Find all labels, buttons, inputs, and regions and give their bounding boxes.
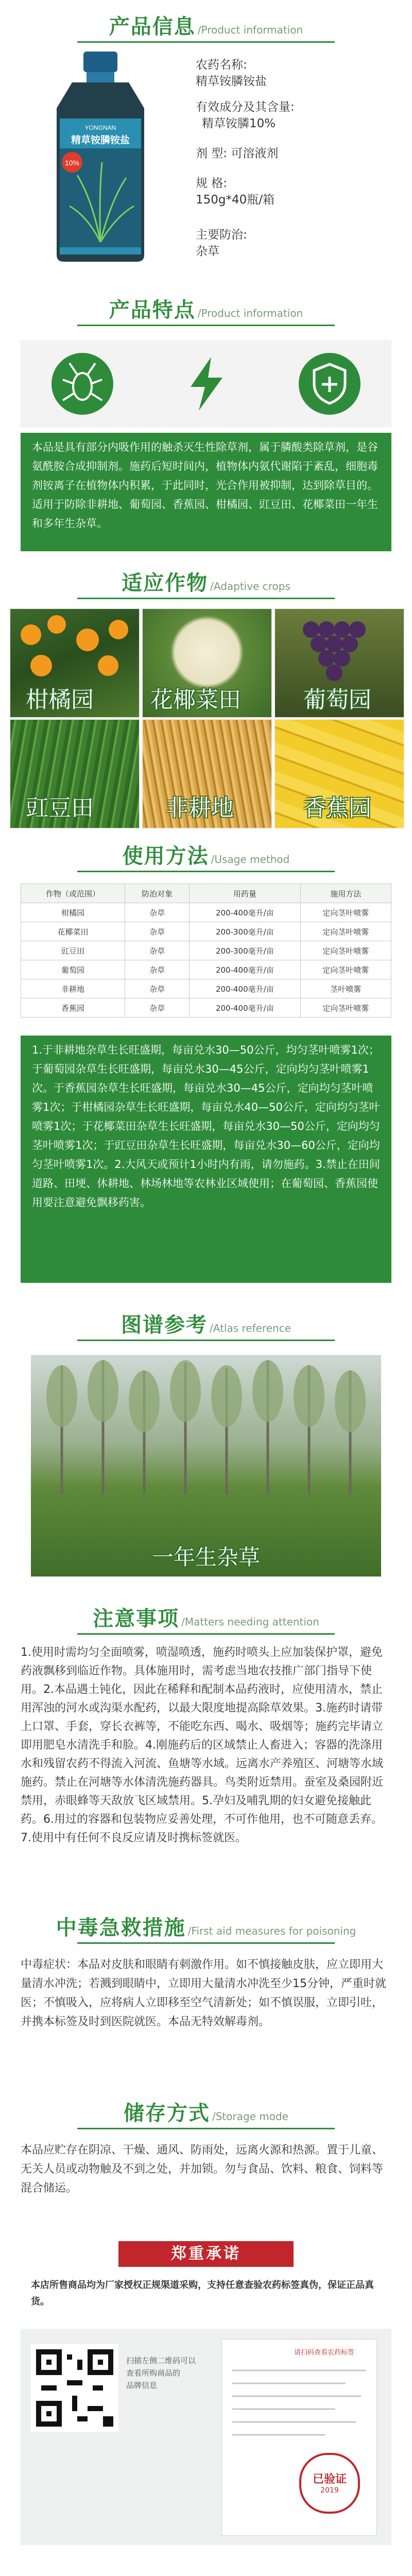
section-subtitle: /Product information	[197, 307, 303, 319]
usage-description: 1.于非耕地杂草生长旺盛期，每亩兑水30—50公斤，均匀茎叶喷雾1次；于葡萄园杂草生长旺盛期，每亩兑水30—45公斤，定向均匀茎叶喷雾1次。于香蕉园杂草生长旺盛期，每亩兑水30—45公斤，定向均匀茎叶喷雾1次；于柑橘园杂草生长旺盛期，每亩兑水40—50公斤，定向均匀茎叶喷雾1次；于花椰菜田杂草生长旺盛期，每亩兑水30—50公斤，定向均匀茎叶喷雾1次；于豇豆田杂草生长旺盛期，每亩兑水30—60公斤，定向均匀茎叶喷雾1次。2.大风天或预计1小时内有雨，请勿施药。3.禁止在田间道路、田埂、休耕地、林场林地等农林业区域使用；在葡萄园、香蕉园使用要注意避免飘移药害。	[21, 1036, 391, 1283]
table-cell: 葡萄园	[21, 960, 125, 979]
table-row	[21, 998, 391, 1018]
gallery-heading	[0, 1309, 412, 1338]
table-cell: 200-300毫升/亩	[190, 941, 300, 960]
crop-label: 花椰菜田	[150, 687, 241, 713]
crop-photo-grape	[274, 608, 405, 718]
qr-caption-line: 品牌信息	[126, 2381, 158, 2390]
name-label: 农药名称:	[196, 58, 247, 72]
crop-label: 柑橘园	[26, 687, 94, 713]
table-cell: 200-400毫升/亩	[190, 979, 300, 998]
ingredient-label: 有效成分及其含量:	[196, 100, 295, 114]
table-cell: 定向茎叶喷雾	[300, 903, 391, 922]
section-title: 图谱参考	[121, 1313, 208, 1337]
table-cell: 杂草	[125, 922, 190, 941]
ingredient-row	[196, 99, 402, 132]
table-cell: 杂草	[125, 979, 190, 998]
section-subtitle: /Product information	[197, 24, 303, 36]
divider	[77, 41, 335, 43]
target-row	[196, 227, 402, 260]
promise-text: 本店所售商品均为厂家授权正规渠道采购，支持任意查验农药标签真伪，保证正品真货。	[31, 2280, 374, 2307]
divider	[77, 1942, 335, 1944]
scan-label-hint: 请扫码查看农药标签	[294, 2349, 355, 2357]
feature-icons-row	[21, 340, 391, 428]
table-cell: 定向茎叶喷雾	[300, 960, 391, 979]
usage-heading	[0, 840, 412, 869]
column-header: 作物（或范围）	[21, 884, 125, 903]
weed-field-photo	[31, 1355, 381, 1577]
spec-row	[196, 175, 402, 208]
spec-label: 规 格:	[196, 177, 228, 190]
storage-section	[0, 2092, 412, 2226]
target-label: 主要防治:	[196, 228, 247, 242]
shield-plus-icon	[299, 353, 360, 415]
formulation-row	[196, 145, 402, 162]
table-cell: 茎叶喷雾	[300, 979, 391, 998]
notes-description: 1.使用时需均匀全面喷雾，喷湿喷透，施药时喷头上应加装保护罩，避免药液飘移到临近作物。具体施用时，需考虑当地农技推广部门指导下使用。2.本品遇土钝化，因此在稀释和配制本品药液时，应使用清水，禁止用浑浊的河水或沟渠水配药，以最大限度地提高除草效果。3.施药时请带上口罩、手套，穿长衣裤等，不能吃东西、喝水、吸烟等；施药完毕请立即用肥皂水清洗手和脸。4.刚施药后的区域禁止人畜进入；容器的洗涤用水和残留农药不得流入河流、鱼塘等水域。远离水产养殖区、河塘等水域施药。禁止在河塘等水体清洗施药器具。鸟类附近禁用。蚕室及桑园附近禁用，赤眼蜂等天敌放飞区域禁用。5.孕妇及哺乳期的妇女避免接触此药。6.用过的容器和包装物应妥善处理，不可作他用，也不可随意丢弃。7.使用中有任何不良反应请及时携标签就医。	[21, 1646, 384, 1844]
firstaid-description: 中毒症状：本品对皮肤和眼睛有刺激作用。如不慎接触皮肤，应立即用大量清水冲洗；若溅到眼睛中，立即用大量清水冲洗至少15分钟，严重时就医；不慎吸入，应将病人立即移至空气清新处；如不慎误服，立即引吐，并携本标签及时到医院就医。本品无特效解毒剂。	[21, 1958, 386, 2028]
section-subtitle: /Adaptive crops	[210, 580, 290, 592]
table-cell: 花椰菜田	[21, 922, 125, 941]
table-cell: 定向茎叶喷雾	[300, 922, 391, 941]
table-cell: 杂草	[125, 998, 190, 1018]
table-row	[21, 941, 391, 960]
column-header: 防治对象	[125, 884, 190, 903]
table-row	[21, 960, 391, 979]
table-row	[21, 903, 391, 922]
firstaid-section	[0, 1906, 412, 2081]
table-cell: 豇豆田	[21, 941, 125, 960]
product-info-details	[196, 57, 402, 260]
crop-label: 非耕地	[166, 795, 234, 821]
features-description: 本品是具有部分内吸作用的触杀灭生性除草剂，属于膦酸类除草剂，是谷氨酰胺合成抑制剂。施药后短时间内，植物体内氨代谢陷于紊乱，细胞毒剂铵离子在植物体内积累，于此同时，光合作用被抑制，达到除草目的。适用于防除非耕地、葡萄园、香蕉园、柑橘园、豇豆田、花椰菜田一年生和多年生杂草。	[21, 433, 391, 551]
ingredient-value: 精草铵膦10%	[202, 117, 276, 130]
stamp-year: 2019	[320, 2486, 339, 2495]
section-subtitle: /Storage mode	[212, 2110, 289, 2123]
table-header-row	[21, 884, 391, 903]
storage-description: 本品应贮存在阴凉、干燥、通风、防雨处，远离火源和热源。置于儿童、无关人员或动物触及不到之处，并加锁。勿与食品、饮料、粮食、饲料等混合储运。	[21, 2144, 384, 2195]
svg-text:10%: 10%	[64, 159, 80, 167]
table-cell: 非耕地	[21, 979, 125, 998]
notes-heading	[0, 1602, 412, 1632]
section-title: 产品信息	[109, 15, 196, 39]
section-subtitle: /Matters needing attention	[181, 1616, 319, 1628]
table-cell: 定向茎叶喷雾	[300, 998, 391, 1018]
qr-caption-line: 查看所购商品的	[126, 2368, 181, 2378]
notes-section	[0, 1597, 412, 1896]
divider	[77, 2128, 335, 2129]
divider	[77, 598, 335, 599]
table-cell: 杂草	[125, 903, 190, 922]
formulation-label: 剂 型:	[196, 147, 228, 160]
section-title: 使用方法	[122, 844, 209, 868]
product-info-heading	[0, 10, 412, 40]
crop-photo-nonfarmland	[142, 719, 272, 829]
crop-photo-citrus	[9, 608, 140, 718]
section-subtitle: /Usage method	[211, 853, 290, 866]
usage-table	[21, 884, 391, 1018]
section-title: 注意事项	[93, 1607, 180, 1631]
table-cell: 200-400毫升/亩	[190, 903, 300, 922]
table-cell: 定向茎叶喷雾	[300, 941, 391, 960]
divider	[77, 871, 335, 872]
qr-code-icon[interactable]	[31, 2344, 118, 2432]
section-title: 储存方式	[123, 2102, 210, 2125]
crop-photo-cauliflower	[142, 608, 272, 718]
product-info-section	[0, 0, 412, 278]
qr-caption	[126, 2354, 198, 2392]
divider	[77, 1340, 335, 1341]
section-title: 适应作物	[122, 571, 209, 595]
table-cell: 200-400毫升/亩	[190, 960, 300, 979]
promise-title: 郑重承诺	[118, 2241, 294, 2267]
section-subtitle: /Atlas reference	[210, 1322, 291, 1334]
promise-section	[0, 2236, 412, 2576]
crop-photo-cowpea	[9, 719, 140, 829]
spec-value: 150g*40瓶/箱	[196, 193, 275, 207]
usage-section	[0, 835, 412, 1298]
crop-label: 葡萄园	[303, 687, 371, 713]
svg-text:精草铵膦铵盐: 精草铵膦铵盐	[71, 134, 130, 146]
gallery-section	[0, 1303, 412, 1587]
crops-heading	[0, 567, 412, 596]
column-header: 施用方法	[300, 884, 391, 903]
table-cell: 200-300毫升/亩	[190, 922, 300, 941]
column-header: 用药量	[190, 884, 300, 903]
crop-label: 香蕉园	[303, 795, 371, 821]
divider	[77, 325, 335, 326]
features-section	[0, 289, 412, 556]
divider	[77, 1633, 335, 1635]
storage-heading	[0, 2097, 412, 2126]
verified-stamp	[299, 2453, 360, 2514]
section-subtitle: /First aid measures for poisoning	[187, 1925, 356, 1937]
gallery-caption: 一年生杂草	[151, 1545, 260, 1570]
table-cell: 柑橘园	[21, 903, 125, 922]
table-cell: 香蕉园	[21, 998, 125, 1018]
crop-photo-banana	[274, 719, 405, 829]
crop-label: 豇豆田	[26, 795, 94, 821]
formulation-value: 可溶液剂	[231, 147, 279, 160]
lightning-icon	[175, 353, 237, 415]
table-row	[21, 979, 391, 998]
pesticide-label-sheet	[221, 2339, 377, 2536]
product-bottle-image	[41, 52, 160, 263]
table-cell: 杂草	[125, 960, 190, 979]
name-value: 精草铵膦铵盐	[196, 75, 267, 88]
verification-panel	[21, 2329, 391, 2545]
crops-section	[0, 562, 412, 829]
section-title: 中毒急救措施	[56, 1916, 186, 1940]
firstaid-heading	[0, 1911, 412, 1941]
target-value: 杂草	[196, 245, 219, 258]
stamp-text: 已验证	[312, 2473, 347, 2486]
section-title: 产品特点	[109, 298, 196, 322]
features-heading	[0, 294, 412, 323]
table-cell: 杂草	[125, 941, 190, 960]
table-cell: 200-400毫升/亩	[190, 998, 300, 1018]
table-row	[21, 922, 391, 941]
pesticide-name-row	[196, 57, 402, 90]
cricket-icon	[52, 353, 113, 415]
qr-caption-line: 扫描左侧二维码可以	[126, 2356, 196, 2365]
svg-text:YONGNAN: YONGNAN	[84, 124, 116, 131]
